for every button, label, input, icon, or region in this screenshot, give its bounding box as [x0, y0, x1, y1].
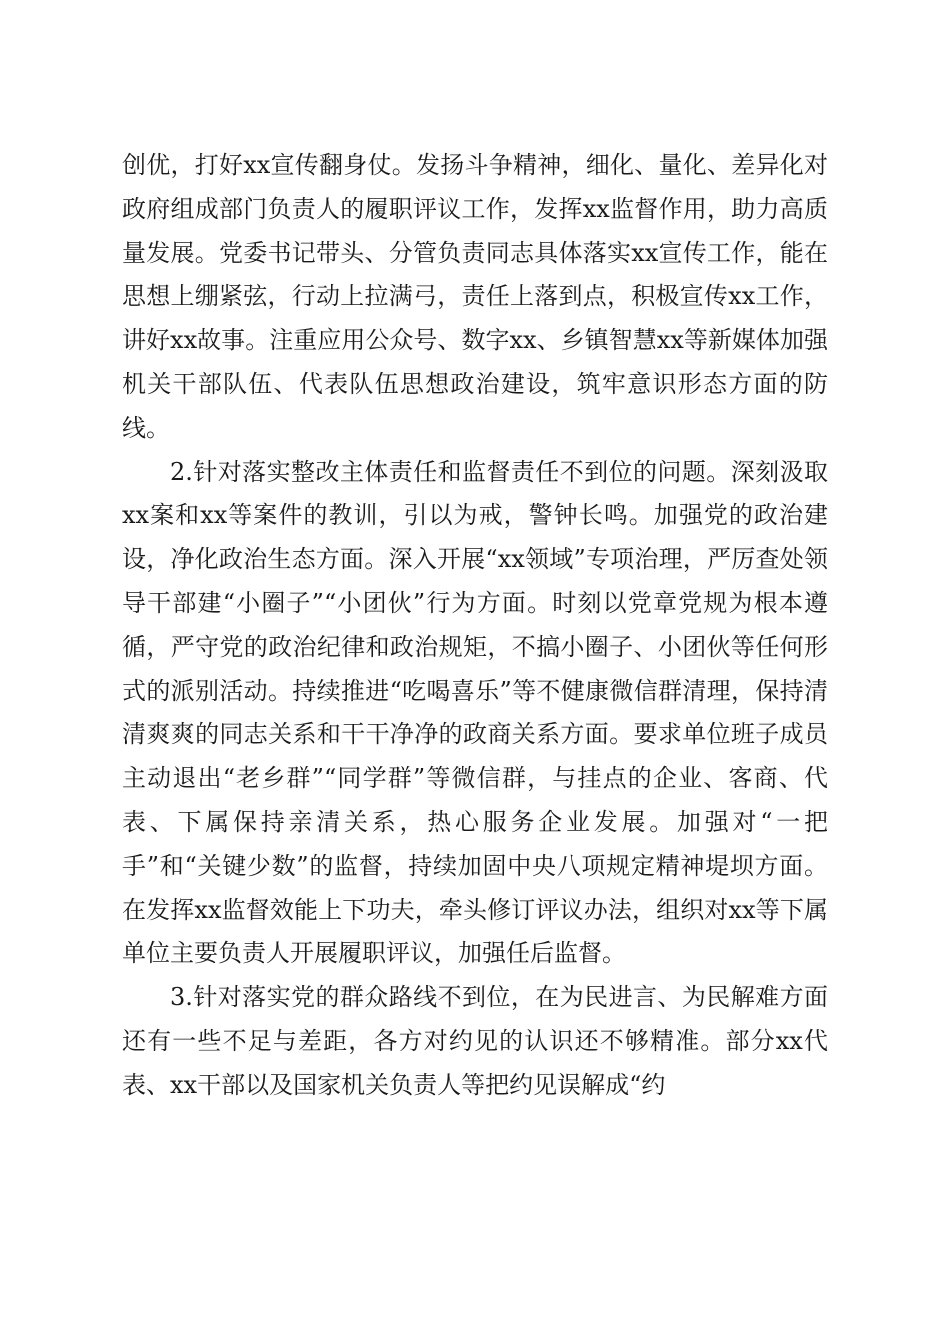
paragraph-item-2: 2.针对落实整改主体责任和监督责任不到位的问题。深刻汲取xx案和xx等案件的教训，引以为戒，警钟长鸣。加强党的政治建设，净化政治生态方面。深入开展“xx领域”专项治理，严厉查处领导干部建“小圈子”“小团伙”行为方面。时刻以党章党规为根本遵循，严守党的政治纪律和政治规矩，不搞小圈子、小团伙等任何形式的派别活动。持续推进“吃喝喜乐”等不健康微信群清理，保持清清爽爽的同志关系和干干净净的政商关系方面。要求单位班子成员主动退出“老乡群”“同学群”等微信群，与挂点的企业、客商、代表、下属保持亲清关系，热心服务企业发展。加强对“一把手”和“关键少数”的监督，持续加固中央八项规定精神堤坝方面。在发挥xx监督效能上下功夫，牵头修订评议办法，组织对xx等下属单位主要负责人开展履职评议，加强任后监督。	[122, 457, 828, 968]
paragraph-item-3: 3.针对落实党的群众路线不到位，在为民进言、为民解难方面还有一些不足与差距，各方对约见的认识还不够精准。部分xx代表、xx干部以及国家机关负责人等把约见误解成“约	[122, 983, 828, 1099]
document-body	[122, 144, 828, 1108]
paragraph-continuation: 创优，打好xx宣传翻身仗。发扬斗争精神，细化、量化、差异化对政府组成部门负责人的履职评议工作，发挥xx监督作用，助力高质量发展。党委书记带头、分管负责同志具体落实xx宣传工作，能在思想上绷紧弦，行动上拉满弓，责任上落到点，积极宣传xx工作，讲好xx故事。注重应用公众号、数字xx、乡镇智慧xx等新媒体加强机关干部队伍、代表队伍思想政治建设，筑牢意识形态方面的防线。	[122, 151, 828, 442]
